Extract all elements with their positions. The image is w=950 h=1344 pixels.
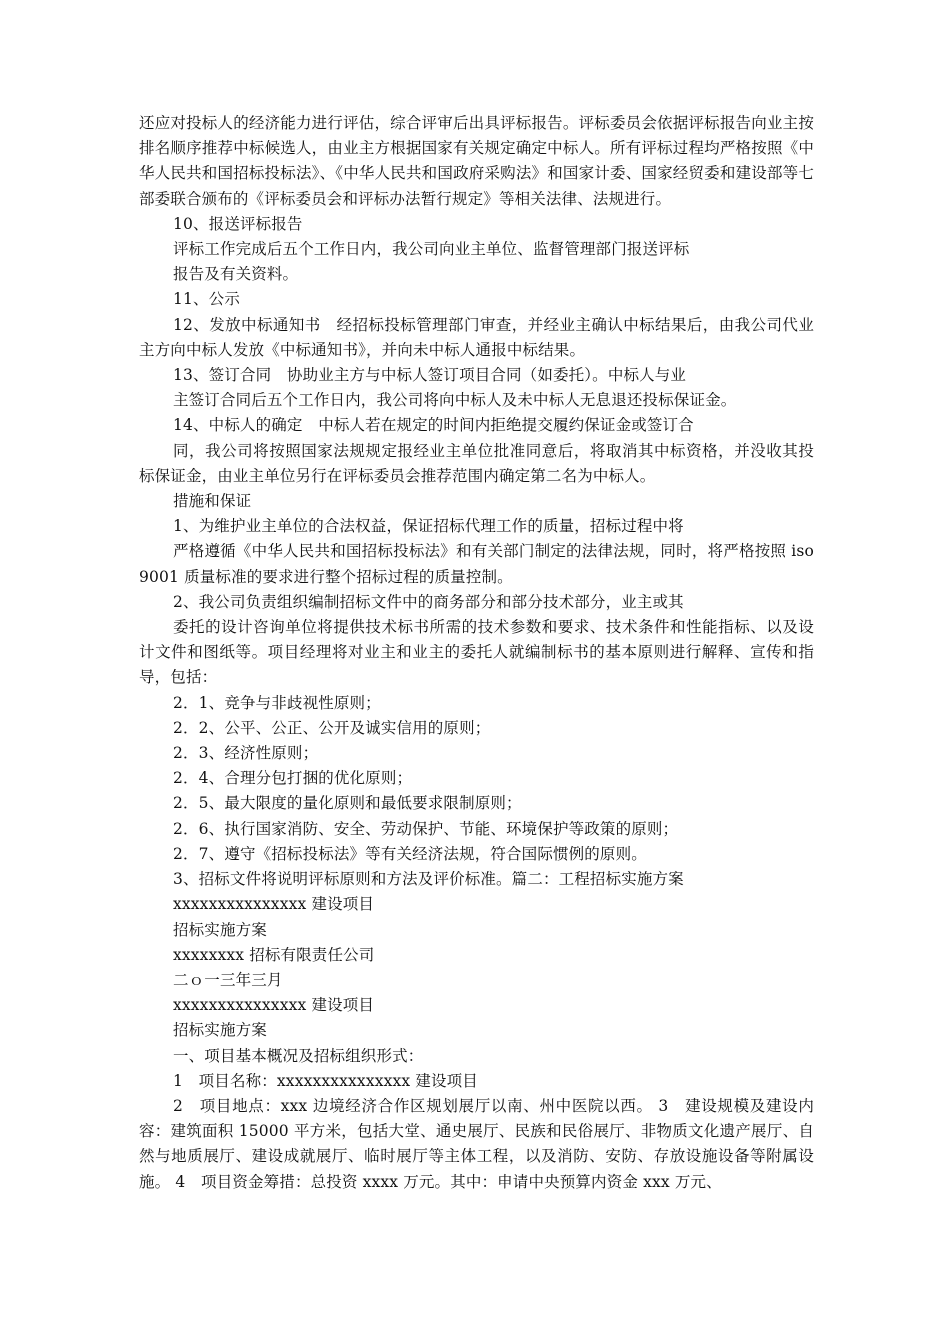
paragraph: 2、我公司负责组织编制招标文件中的商务部分和部分技术部分，业主或其 (173, 592, 684, 611)
list-item: 2．4、合理分包打捆的优化原则； (173, 769, 413, 788)
paragraph: 评标工作完成后五个工作日内，我公司向业主单位、监督管理部门报送评标 (173, 240, 690, 259)
paragraph: 委托的设计咨询单位将提供技术标书所需的技术参数和要求、技术条件和性能指标、以及设计文件和图纸等。项目经理将对业主和业主的委托人就编制标书的基本原则进行解释、宣传和指导，包括： (139, 618, 814, 687)
paragraph: 同，我公司将按照国家法规规定报经业主单位批准同意后，将取消其中标资格，并没收其投标保证金，由业主单位另行在评标委员会推荐范围内确定第二名为中标人。 (139, 441, 814, 485)
paragraph: 报告及有关资料。 (173, 265, 299, 284)
title-line: xxxxxxxxxxxxxxx 建设项目 (173, 895, 375, 914)
list-item: 2．3、经济性原则； (173, 744, 319, 763)
paragraph: 还应对投标人的经济能力进行评估，综合评审后出具评标报告。评标委员会依据评标报告向业主按排名顺序推荐中标候选人，由业主方根据国家有关规定确定中标人。所有评标过程均严格按照《中华人民共和国招标投标法》、《中华人民共和国政府采购法》和国家计委、国家经贸委和建设部等七部委联合颁布的《评标委员会和评标办法暂行规定》等相关法律、法规进行。 (139, 114, 814, 208)
paragraph: 12、发放中标通知书 经招标投标管理部门审查，并经业主确认中标结果后，由我公司代业主方向中标人发放《中标通知书》，并向未中标人通报中标结果。 (139, 315, 814, 359)
paragraph: 13、签订合同 协助业主方与中标人签订项目合同（如委托）。中标人与业 (173, 366, 687, 385)
list-item: 2．7、遵守《招标投标法》等有关经济法规，符合国际惯例的原则。 (173, 844, 647, 863)
section-heading: 一、项目基本概况及招标组织形式： (173, 1046, 424, 1065)
paragraph: 3、招标文件将说明评标原则和方法及评价标准。篇二：工程招标实施方案 (173, 870, 684, 889)
title-line: xxxxxxxx 招标有限责任公司 (173, 945, 375, 964)
section-heading: 措施和保证 (173, 492, 252, 511)
paragraph: 1 项目名称：xxxxxxxxxxxxxxx 建设项目 (173, 1071, 478, 1090)
paragraph: 14、中标人的确定 中标人若在规定的时间内拒绝提交履约保证金或签订合 (173, 416, 694, 435)
title-line: xxxxxxxxxxxxxxx 建设项目 (173, 996, 375, 1015)
section-heading: 10、报送评标报告 (173, 214, 303, 233)
paragraph: 2 项目地点：xxx 边境经济合作区规划展厅以南、州中医院以西。 3 建设规模及建设内容：建筑面积 15000 平方米，包括大堂、通史展厅、民族和民俗展厅、非物质文化遗产展厅、自然与地质展厅、建设成就展厅、临时展厅等主体工程，以及消防、安防、存放设施设备等附属设施。 4 项目资金筹措：总投资 xxxx 万元。其中：申请中央预算内资金 xxx 万元、 (139, 1096, 814, 1191)
date-line: 二ｏ一三年三月 (173, 970, 283, 989)
paragraph: 严格遵循《中华人民共和国招标投标法》和有关部门制定的法律法规，同时，将严格按照 iso9001 质量标准的要求进行整个招标过程的质量控制。 (139, 542, 814, 586)
list-item: 2．2、公平、公正、公开及诚实信用的原则； (173, 718, 491, 737)
paragraph: 主签订合同后五个工作日内，我公司将向中标人及未中标人无息退还投标保证金。 (173, 391, 737, 410)
list-item: 2．1、竞争与非歧视性原则； (173, 693, 381, 712)
title-line: 招标实施方案 (173, 920, 267, 939)
document-body (139, 111, 814, 1195)
list-item: 2．5、最大限度的量化原则和最低要求限制原则； (173, 794, 522, 813)
title-line: 招标实施方案 (173, 1021, 267, 1040)
paragraph: 1、为维护业主单位的合法权益，保证招标代理工作的质量，招标过程中将 (173, 517, 684, 536)
section-heading: 11、公示 (173, 290, 240, 309)
list-item: 2．6、执行国家消防、安全、劳动保护、节能、环境保护等政策的原则； (173, 819, 679, 838)
